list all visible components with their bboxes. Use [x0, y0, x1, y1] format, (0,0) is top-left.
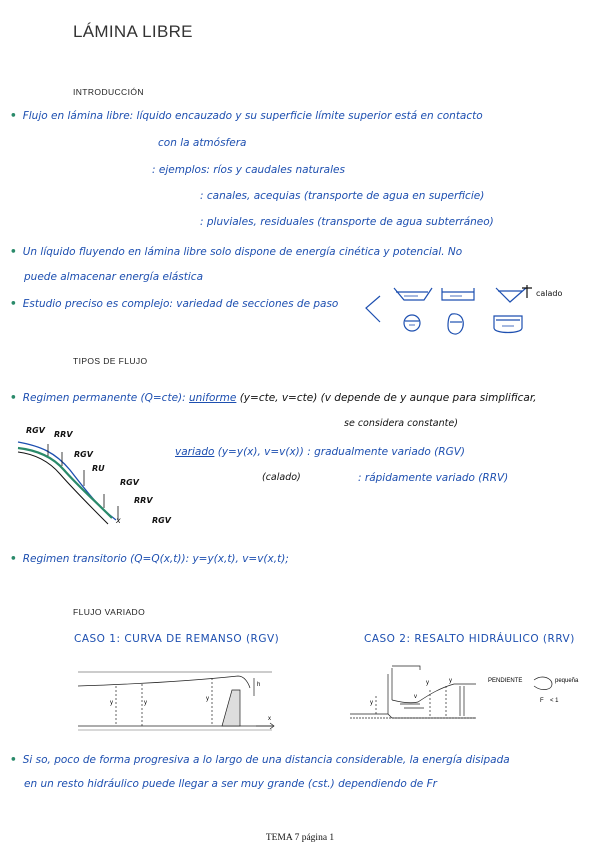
diagram-label-7: RGV	[152, 516, 171, 525]
perm-rest: (y=cte, v=cte) (v depende de y aunque para simplificar,	[236, 392, 537, 404]
intro-line-1-text: Flujo en lámina libre: líquido encauzado y su superficie límite superior está en contacto	[22, 110, 483, 122]
variado-note-1-text: Si so, poco de forma progresiva a lo largo de una distancia considerable, la energía disipada	[22, 754, 510, 766]
diagram-label-5: RGV	[120, 478, 139, 487]
fig2-label-y1: y	[370, 700, 373, 706]
page-title: LÁMINA LIBRE	[73, 22, 193, 41]
bullet-icon: •	[10, 392, 17, 404]
fig2-label-lt1: < 1	[550, 698, 559, 704]
bullet-icon: •	[10, 110, 17, 122]
bullet-icon: •	[10, 754, 17, 766]
fig2-label-pendiente: PENDIENTE	[488, 678, 523, 684]
section-heading-tipos: TIPOS DE FLUJO	[73, 356, 148, 366]
fig2-label-v: v	[414, 694, 417, 700]
bullet-icon: •	[10, 246, 17, 258]
fig2-label-fr: F	[540, 698, 544, 704]
intro-line-4: : canales, acequias (transporte de agua en superficie)	[200, 190, 485, 202]
diagram-label-x: x	[116, 516, 121, 525]
perm-prefix: Regimen permanente (Q=cte):	[22, 392, 190, 404]
caso1-title: CASO 1: CURVA DE REMANSO (RGV)	[74, 633, 280, 645]
diagram-label-4: RU	[92, 464, 105, 473]
intro-line-5: : pluviales, residuales (transporte de agua subterráneo)	[200, 216, 494, 228]
perm-uniforme: uniforme	[189, 392, 237, 404]
rapid-line: : rápidamente variado (RRV)	[358, 472, 509, 484]
intro-line-3: : ejemplos: ríos y caudales naturales	[152, 164, 345, 176]
page-footer: TEMA 7 página 1	[265, 833, 335, 843]
intro-line-8-text: Estudio preciso es complejo: variedad de secciones de paso	[22, 298, 339, 310]
fig1-label-x: x	[268, 716, 271, 722]
diagram-label-3: RGV	[74, 450, 93, 459]
calado-note: (calado)	[262, 472, 301, 483]
caso2-title: CASO 2: RESALTO HIDRÁULICO (RRV)	[364, 633, 575, 645]
variado-word: variado	[175, 446, 215, 458]
fig1-label-y2: y	[144, 700, 147, 706]
perm-line-2: se considera constante)	[344, 418, 458, 429]
intro-line-7: puede almacenar energía elástica	[24, 271, 204, 283]
diagram-label-1: RGV	[26, 426, 45, 435]
transit-text: Regimen transitorio (Q=Q(x,t)): y=y(x,t), v=v(x,t);	[22, 553, 289, 565]
diagram-label-6: RRV	[134, 496, 153, 505]
intro-line-6-text: Un líquido fluyendo en lámina libre solo dispone de energía cinética y potencial. No	[22, 246, 463, 258]
variado-rest: (y=y(x), v=v(x)) : gradualmente variado (RGV)	[214, 446, 465, 458]
fig2-label-pequena: pequeña	[555, 678, 579, 684]
variado-note-1	[10, 754, 510, 766]
section-heading-introduccion: INTRODUCCIÓN	[73, 87, 144, 97]
fig2-label-y3: y	[449, 678, 452, 684]
diagram-label-2: RRV	[54, 430, 73, 439]
section-heading-variado: FLUJO VARIADO	[73, 607, 146, 617]
bullet-icon: •	[10, 553, 17, 565]
fig1-label-y3: y	[206, 696, 209, 702]
fig1-label-y1: y	[110, 700, 113, 706]
bullet-icon: •	[10, 298, 17, 310]
variado-note-2: en un resto hidráulico puede llegar a ser muy grande (cst.) dependiendo de Fr	[24, 778, 437, 790]
calado-label: calado	[536, 289, 563, 298]
fig1-label-h: h	[257, 682, 261, 688]
intro-line-2: con la atmósfera	[158, 137, 247, 149]
fig2-label-y2: y	[426, 680, 429, 686]
